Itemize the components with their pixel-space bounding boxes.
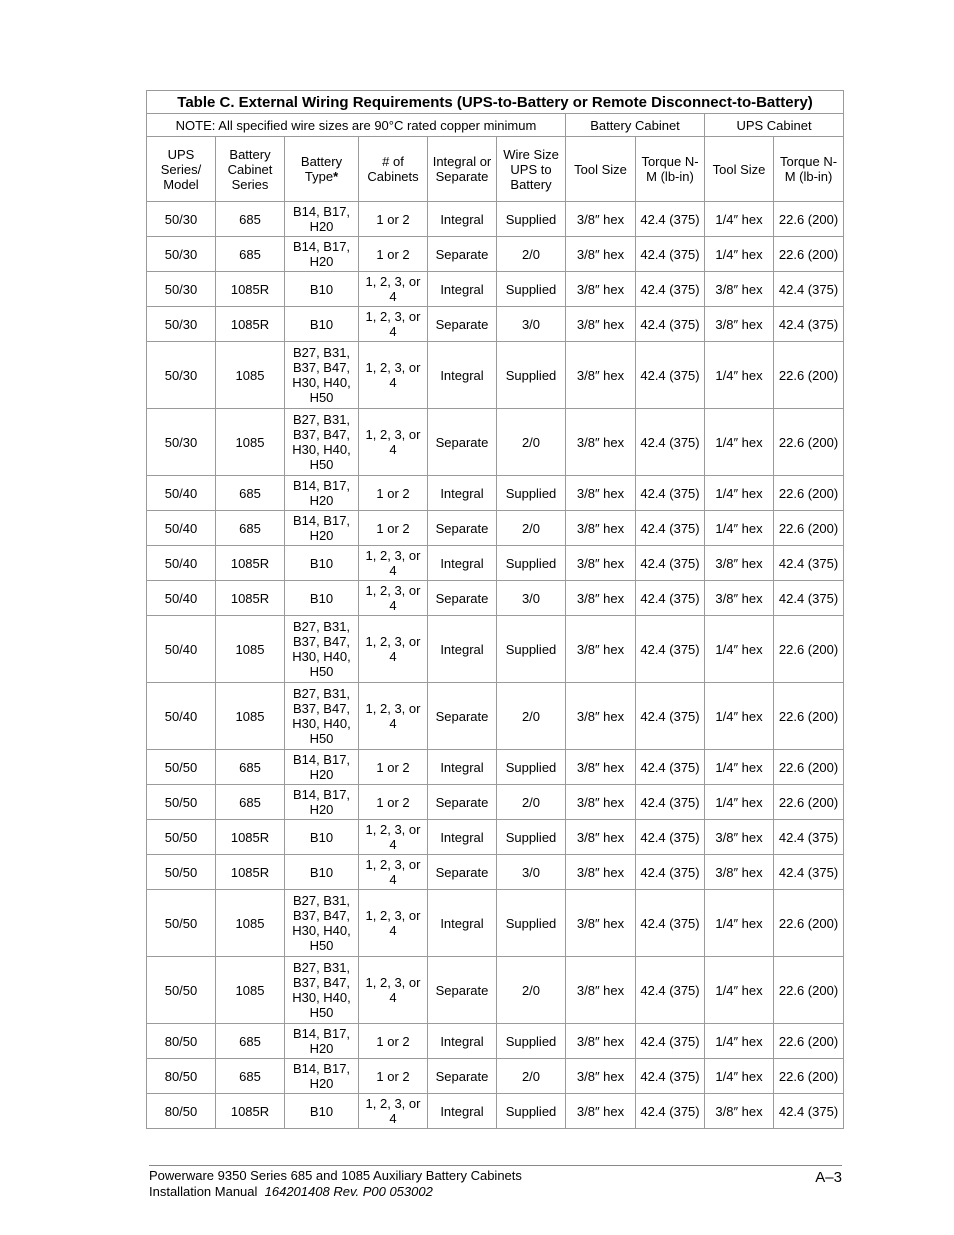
wire-size-cell: Supplied bbox=[497, 476, 566, 511]
wire-size-cell: 2/0 bbox=[497, 1059, 566, 1094]
ups-model-cell: 50/30 bbox=[147, 342, 216, 409]
battery-type-cell: B10 bbox=[285, 581, 359, 616]
battery-tool-size-cell: 3/8″ hex bbox=[566, 855, 636, 890]
ups-torque-cell: 42.4 (375) bbox=[774, 272, 844, 307]
battery-tool-size-cell: 3/8″ hex bbox=[566, 546, 636, 581]
table-row bbox=[147, 342, 844, 409]
ups-model-cell: 50/50 bbox=[147, 820, 216, 855]
battery-type-cell: B14, B17, H20 bbox=[285, 237, 359, 272]
cabinet-count-cell: 1, 2, 3, or 4 bbox=[359, 890, 428, 957]
cabinet-series-cell: 1085R bbox=[216, 581, 285, 616]
battery-tool-size-cell: 3/8″ hex bbox=[566, 511, 636, 546]
ups-torque-cell: 42.4 (375) bbox=[774, 581, 844, 616]
battery-tool-size-cell: 3/8″ hex bbox=[566, 1094, 636, 1129]
page-number: A–3 bbox=[815, 1169, 842, 1186]
table-row bbox=[147, 202, 844, 237]
ups-model-cell: 50/50 bbox=[147, 785, 216, 820]
battery-torque-cell: 42.4 (375) bbox=[636, 785, 705, 820]
battery-tool-size-cell: 3/8″ hex bbox=[566, 750, 636, 785]
battery-torque-cell: 42.4 (375) bbox=[636, 342, 705, 409]
mount-type-cell: Integral bbox=[428, 890, 497, 957]
battery-type-cell: B14, B17, H20 bbox=[285, 750, 359, 785]
wire-size-cell: Supplied bbox=[497, 616, 566, 683]
ups-torque-cell: 22.6 (200) bbox=[774, 616, 844, 683]
battery-tool-size-cell: 3/8″ hex bbox=[566, 616, 636, 683]
cabinet-series-cell: 685 bbox=[216, 750, 285, 785]
group-header-battery-cabinet: Battery Cabinet bbox=[566, 114, 705, 137]
ups-torque-cell: 22.6 (200) bbox=[774, 957, 844, 1024]
footer-doc-number: 164201408 Rev. P00 053002 bbox=[264, 1184, 433, 1199]
cabinet-series-cell: 685 bbox=[216, 785, 285, 820]
table-row bbox=[147, 307, 844, 342]
ups-model-cell: 50/40 bbox=[147, 476, 216, 511]
battery-type-cell: B10 bbox=[285, 546, 359, 581]
cabinet-count-cell: 1 or 2 bbox=[359, 785, 428, 820]
battery-type-cell: B14, B17, H20 bbox=[285, 785, 359, 820]
cabinet-count-cell: 1 or 2 bbox=[359, 1024, 428, 1059]
ups-tool-size-cell: 3/8″ hex bbox=[705, 1094, 774, 1129]
ups-model-cell: 50/40 bbox=[147, 616, 216, 683]
table-row bbox=[147, 750, 844, 785]
battery-torque-cell: 42.4 (375) bbox=[636, 307, 705, 342]
mount-type-cell: Integral bbox=[428, 1094, 497, 1129]
wiring-requirements-table bbox=[146, 90, 844, 1129]
wire-size-cell: 2/0 bbox=[497, 957, 566, 1024]
table-row bbox=[147, 476, 844, 511]
ups-tool-size-cell: 3/8″ hex bbox=[705, 820, 774, 855]
wire-size-cell: 2/0 bbox=[497, 409, 566, 476]
battery-torque-cell: 42.4 (375) bbox=[636, 581, 705, 616]
battery-torque-cell: 42.4 (375) bbox=[636, 237, 705, 272]
mount-type-cell: Integral bbox=[428, 820, 497, 855]
ups-model-cell: 50/30 bbox=[147, 409, 216, 476]
battery-tool-size-cell: 3/8″ hex bbox=[566, 202, 636, 237]
battery-tool-size-cell: 3/8″ hex bbox=[566, 820, 636, 855]
cabinet-series-cell: 685 bbox=[216, 237, 285, 272]
wire-size-cell: 3/0 bbox=[497, 581, 566, 616]
cabinet-series-cell: 1085 bbox=[216, 957, 285, 1024]
mount-type-cell: Separate bbox=[428, 1059, 497, 1094]
cabinet-count-cell: 1, 2, 3, or 4 bbox=[359, 409, 428, 476]
cabinet-series-cell: 685 bbox=[216, 1059, 285, 1094]
footer-text bbox=[149, 1168, 522, 1200]
ups-model-cell: 50/50 bbox=[147, 750, 216, 785]
ups-torque-cell: 22.6 (200) bbox=[774, 476, 844, 511]
ups-tool-size-cell: 1/4″ hex bbox=[705, 616, 774, 683]
table-row bbox=[147, 957, 844, 1024]
ups-tool-size-cell: 3/8″ hex bbox=[705, 855, 774, 890]
cabinet-series-cell: 1085R bbox=[216, 307, 285, 342]
wire-size-cell: Supplied bbox=[497, 750, 566, 785]
ups-tool-size-header: Tool Size bbox=[705, 137, 774, 202]
ups-model-cell: 50/40 bbox=[147, 581, 216, 616]
mount-type-cell: Integral bbox=[428, 202, 497, 237]
battery-tool-size-cell: 3/8″ hex bbox=[566, 476, 636, 511]
ups-torque-cell: 22.6 (200) bbox=[774, 890, 844, 957]
ups-tool-size-cell: 3/8″ hex bbox=[705, 272, 774, 307]
table-row bbox=[147, 511, 844, 546]
cabinet-series-cell: 1085 bbox=[216, 890, 285, 957]
ups-tool-size-cell: 3/8″ hex bbox=[705, 546, 774, 581]
battery-torque-cell: 42.4 (375) bbox=[636, 683, 705, 750]
battery-torque-cell: 42.4 (375) bbox=[636, 855, 705, 890]
footer-line-1: Powerware 9350 Series 685 and 1085 Auxiliary Battery Cabinets bbox=[149, 1168, 522, 1183]
battery-torque-cell: 42.4 (375) bbox=[636, 616, 705, 683]
integral-separate-header: Integral or Separate bbox=[428, 137, 497, 202]
battery-tool-size-cell: 3/8″ hex bbox=[566, 785, 636, 820]
cabinet-count-header: # of Cabinets bbox=[359, 137, 428, 202]
table-title: Table C. External Wiring Requirements (UPS-to-Battery or Remote Disconnect-to-Battery) bbox=[147, 91, 844, 114]
table-row bbox=[147, 237, 844, 272]
wire-size-cell: 3/0 bbox=[497, 855, 566, 890]
ups-torque-cell: 22.6 (200) bbox=[774, 409, 844, 476]
ups-tool-size-cell: 1/4″ hex bbox=[705, 202, 774, 237]
battery-type-cell: B27, B31, B37, B47, H30, H40, H50 bbox=[285, 683, 359, 750]
ups-torque-cell: 22.6 (200) bbox=[774, 237, 844, 272]
cabinet-count-cell: 1 or 2 bbox=[359, 750, 428, 785]
mount-type-cell: Separate bbox=[428, 511, 497, 546]
battery-tool-size-cell: 3/8″ hex bbox=[566, 683, 636, 750]
battery-type-cell: B27, B31, B37, B47, H30, H40, H50 bbox=[285, 342, 359, 409]
cabinet-count-cell: 1 or 2 bbox=[359, 476, 428, 511]
ups-model-cell: 50/40 bbox=[147, 511, 216, 546]
battery-tool-size-cell: 3/8″ hex bbox=[566, 272, 636, 307]
ups-series-header: UPS Series/ Model bbox=[147, 137, 216, 202]
cabinet-count-cell: 1, 2, 3, or 4 bbox=[359, 307, 428, 342]
ups-tool-size-cell: 1/4″ hex bbox=[705, 342, 774, 409]
ups-torque-header: Torque N-M (lb-in) bbox=[774, 137, 844, 202]
wire-size-cell: Supplied bbox=[497, 820, 566, 855]
table-row bbox=[147, 855, 844, 890]
battery-tool-size-cell: 3/8″ hex bbox=[566, 1059, 636, 1094]
table-row bbox=[147, 581, 844, 616]
wire-size-cell: 3/0 bbox=[497, 307, 566, 342]
battery-torque-cell: 42.4 (375) bbox=[636, 476, 705, 511]
battery-type-cell: B14, B17, H20 bbox=[285, 1024, 359, 1059]
battery-torque-cell: 42.4 (375) bbox=[636, 409, 705, 476]
table-row bbox=[147, 683, 844, 750]
ups-torque-cell: 22.6 (200) bbox=[774, 683, 844, 750]
cabinet-count-cell: 1, 2, 3, or 4 bbox=[359, 546, 428, 581]
cabinet-series-cell: 1085R bbox=[216, 1094, 285, 1129]
ups-tool-size-cell: 1/4″ hex bbox=[705, 476, 774, 511]
table-row bbox=[147, 890, 844, 957]
wire-size-cell: 2/0 bbox=[497, 785, 566, 820]
ups-torque-cell: 22.6 (200) bbox=[774, 342, 844, 409]
mount-type-cell: Integral bbox=[428, 546, 497, 581]
ups-model-cell: 50/40 bbox=[147, 683, 216, 750]
wire-size-cell: Supplied bbox=[497, 1094, 566, 1129]
ups-model-cell: 50/50 bbox=[147, 890, 216, 957]
cabinet-series-cell: 1085 bbox=[216, 616, 285, 683]
ups-tool-size-cell: 1/4″ hex bbox=[705, 890, 774, 957]
wire-size-cell: Supplied bbox=[497, 272, 566, 307]
ups-tool-size-cell: 1/4″ hex bbox=[705, 683, 774, 750]
cabinet-series-cell: 685 bbox=[216, 1024, 285, 1059]
ups-model-cell: 50/30 bbox=[147, 237, 216, 272]
ups-tool-size-cell: 1/4″ hex bbox=[705, 409, 774, 476]
mount-type-cell: Separate bbox=[428, 957, 497, 1024]
table-row bbox=[147, 820, 844, 855]
ups-model-cell: 80/50 bbox=[147, 1059, 216, 1094]
ups-torque-cell: 22.6 (200) bbox=[774, 750, 844, 785]
cabinet-count-cell: 1 or 2 bbox=[359, 511, 428, 546]
battery-type-cell: B14, B17, H20 bbox=[285, 476, 359, 511]
ups-torque-cell: 22.6 (200) bbox=[774, 785, 844, 820]
ups-model-cell: 50/50 bbox=[147, 957, 216, 1024]
wire-size-cell: 2/0 bbox=[497, 511, 566, 546]
ups-torque-cell: 42.4 (375) bbox=[774, 1094, 844, 1129]
page-footer bbox=[149, 1165, 842, 1199]
ups-torque-cell: 22.6 (200) bbox=[774, 1024, 844, 1059]
battery-type-cell: B10 bbox=[285, 855, 359, 890]
ups-torque-cell: 42.4 (375) bbox=[774, 820, 844, 855]
cabinet-count-cell: 1 or 2 bbox=[359, 202, 428, 237]
footer-line-2 bbox=[149, 1184, 522, 1200]
cabinet-count-cell: 1, 2, 3, or 4 bbox=[359, 272, 428, 307]
battery-type-cell: B27, B31, B37, B47, H30, H40, H50 bbox=[285, 616, 359, 683]
mount-type-cell: Separate bbox=[428, 307, 497, 342]
battery-torque-cell: 42.4 (375) bbox=[636, 202, 705, 237]
ups-model-cell: 50/30 bbox=[147, 202, 216, 237]
ups-torque-cell: 42.4 (375) bbox=[774, 855, 844, 890]
cabinet-count-cell: 1, 2, 3, or 4 bbox=[359, 581, 428, 616]
table-row bbox=[147, 616, 844, 683]
cabinet-series-cell: 1085 bbox=[216, 409, 285, 476]
wire-size-cell: Supplied bbox=[497, 890, 566, 957]
battery-tool-size-header: Tool Size bbox=[566, 137, 636, 202]
mount-type-cell: Separate bbox=[428, 683, 497, 750]
mount-type-cell: Integral bbox=[428, 342, 497, 409]
cabinet-series-cell: 1085R bbox=[216, 546, 285, 581]
battery-type-cell: B14, B17, H20 bbox=[285, 511, 359, 546]
table-row bbox=[147, 785, 844, 820]
cabinet-count-cell: 1 or 2 bbox=[359, 237, 428, 272]
ups-tool-size-cell: 1/4″ hex bbox=[705, 511, 774, 546]
battery-type-cell: B27, B31, B37, B47, H30, H40, H50 bbox=[285, 957, 359, 1024]
cabinet-count-cell: 1, 2, 3, or 4 bbox=[359, 683, 428, 750]
ups-tool-size-cell: 1/4″ hex bbox=[705, 1059, 774, 1094]
battery-tool-size-cell: 3/8″ hex bbox=[566, 237, 636, 272]
cabinet-series-cell: 685 bbox=[216, 511, 285, 546]
cabinet-series-cell: 685 bbox=[216, 476, 285, 511]
ups-torque-cell: 42.4 (375) bbox=[774, 307, 844, 342]
ups-model-cell: 50/30 bbox=[147, 307, 216, 342]
battery-torque-cell: 42.4 (375) bbox=[636, 1024, 705, 1059]
ups-tool-size-cell: 1/4″ hex bbox=[705, 785, 774, 820]
table-row bbox=[147, 546, 844, 581]
mount-type-cell: Integral bbox=[428, 1024, 497, 1059]
battery-torque-cell: 42.4 (375) bbox=[636, 750, 705, 785]
wire-size-cell: 2/0 bbox=[497, 237, 566, 272]
mount-type-cell: Integral bbox=[428, 616, 497, 683]
mount-type-cell: Separate bbox=[428, 785, 497, 820]
ups-tool-size-cell: 1/4″ hex bbox=[705, 1024, 774, 1059]
wire-size-cell: Supplied bbox=[497, 1024, 566, 1059]
battery-torque-cell: 42.4 (375) bbox=[636, 957, 705, 1024]
battery-type-cell: B10 bbox=[285, 820, 359, 855]
mount-type-cell: Separate bbox=[428, 409, 497, 476]
ups-model-cell: 50/40 bbox=[147, 546, 216, 581]
cabinet-series-cell: 1085R bbox=[216, 855, 285, 890]
table-row bbox=[147, 1094, 844, 1129]
battery-tool-size-cell: 3/8″ hex bbox=[566, 890, 636, 957]
wire-size-cell: Supplied bbox=[497, 202, 566, 237]
group-header-ups-cabinet: UPS Cabinet bbox=[705, 114, 844, 137]
battery-type-header: Battery Type* bbox=[285, 137, 359, 202]
cabinet-count-cell: 1, 2, 3, or 4 bbox=[359, 957, 428, 1024]
ups-model-cell: 80/50 bbox=[147, 1094, 216, 1129]
cabinet-series-cell: 1085 bbox=[216, 342, 285, 409]
wire-size-cell: 2/0 bbox=[497, 683, 566, 750]
cabinet-series-cell: 1085R bbox=[216, 272, 285, 307]
cabinet-series-cell: 1085 bbox=[216, 683, 285, 750]
table-row bbox=[147, 1059, 844, 1094]
battery-torque-cell: 42.4 (375) bbox=[636, 1094, 705, 1129]
battery-tool-size-cell: 3/8″ hex bbox=[566, 409, 636, 476]
ups-torque-cell: 22.6 (200) bbox=[774, 1059, 844, 1094]
ups-tool-size-cell: 1/4″ hex bbox=[705, 750, 774, 785]
cabinet-count-cell: 1, 2, 3, or 4 bbox=[359, 342, 428, 409]
mount-type-cell: Integral bbox=[428, 750, 497, 785]
wire-size-cell: Supplied bbox=[497, 546, 566, 581]
cabinet-count-cell: 1, 2, 3, or 4 bbox=[359, 820, 428, 855]
battery-tool-size-cell: 3/8″ hex bbox=[566, 1024, 636, 1059]
battery-tool-size-cell: 3/8″ hex bbox=[566, 307, 636, 342]
battery-type-cell: B14, B17, H20 bbox=[285, 1059, 359, 1094]
ups-torque-cell: 42.4 (375) bbox=[774, 546, 844, 581]
battery-type-cell: B10 bbox=[285, 307, 359, 342]
wire-size-cell: Supplied bbox=[497, 342, 566, 409]
cabinet-series-cell: 685 bbox=[216, 202, 285, 237]
footer-manual-label: Installation Manual bbox=[149, 1184, 258, 1199]
battery-torque-cell: 42.4 (375) bbox=[636, 890, 705, 957]
battery-type-cell: B27, B31, B37, B47, H30, H40, H50 bbox=[285, 890, 359, 957]
battery-torque-cell: 42.4 (375) bbox=[636, 1059, 705, 1094]
battery-torque-cell: 42.4 (375) bbox=[636, 546, 705, 581]
battery-cabinet-series-header: Battery Cabinet Series bbox=[216, 137, 285, 202]
mount-type-cell: Integral bbox=[428, 272, 497, 307]
ups-tool-size-cell: 1/4″ hex bbox=[705, 237, 774, 272]
battery-tool-size-cell: 3/8″ hex bbox=[566, 957, 636, 1024]
ups-torque-cell: 22.6 (200) bbox=[774, 202, 844, 237]
ups-tool-size-cell: 1/4″ hex bbox=[705, 957, 774, 1024]
table-row bbox=[147, 1024, 844, 1059]
table-note: NOTE: All specified wire sizes are 90°C rated copper minimum bbox=[147, 114, 566, 137]
battery-tool-size-cell: 3/8″ hex bbox=[566, 581, 636, 616]
battery-type-cell: B14, B17, H20 bbox=[285, 202, 359, 237]
table-row bbox=[147, 272, 844, 307]
mount-type-cell: Integral bbox=[428, 476, 497, 511]
mount-type-cell: Separate bbox=[428, 581, 497, 616]
battery-tool-size-cell: 3/8″ hex bbox=[566, 342, 636, 409]
ups-tool-size-cell: 3/8″ hex bbox=[705, 307, 774, 342]
wire-size-header: Wire Size UPS to Battery bbox=[497, 137, 566, 202]
battery-type-cell: B27, B31, B37, B47, H30, H40, H50 bbox=[285, 409, 359, 476]
mount-type-cell: Separate bbox=[428, 237, 497, 272]
battery-torque-cell: 42.4 (375) bbox=[636, 820, 705, 855]
cabinet-count-cell: 1 or 2 bbox=[359, 1059, 428, 1094]
ups-model-cell: 50/30 bbox=[147, 272, 216, 307]
cabinet-count-cell: 1, 2, 3, or 4 bbox=[359, 616, 428, 683]
battery-torque-header: Torque N-M (lb-in) bbox=[636, 137, 705, 202]
cabinet-count-cell: 1, 2, 3, or 4 bbox=[359, 1094, 428, 1129]
ups-tool-size-cell: 3/8″ hex bbox=[705, 581, 774, 616]
battery-type-cell: B10 bbox=[285, 272, 359, 307]
mount-type-cell: Separate bbox=[428, 855, 497, 890]
battery-torque-cell: 42.4 (375) bbox=[636, 511, 705, 546]
cabinet-series-cell: 1085R bbox=[216, 820, 285, 855]
ups-torque-cell: 22.6 (200) bbox=[774, 511, 844, 546]
battery-type-cell: B10 bbox=[285, 1094, 359, 1129]
cabinet-count-cell: 1, 2, 3, or 4 bbox=[359, 855, 428, 890]
table-row bbox=[147, 409, 844, 476]
ups-model-cell: 50/50 bbox=[147, 855, 216, 890]
battery-torque-cell: 42.4 (375) bbox=[636, 272, 705, 307]
ups-model-cell: 80/50 bbox=[147, 1024, 216, 1059]
